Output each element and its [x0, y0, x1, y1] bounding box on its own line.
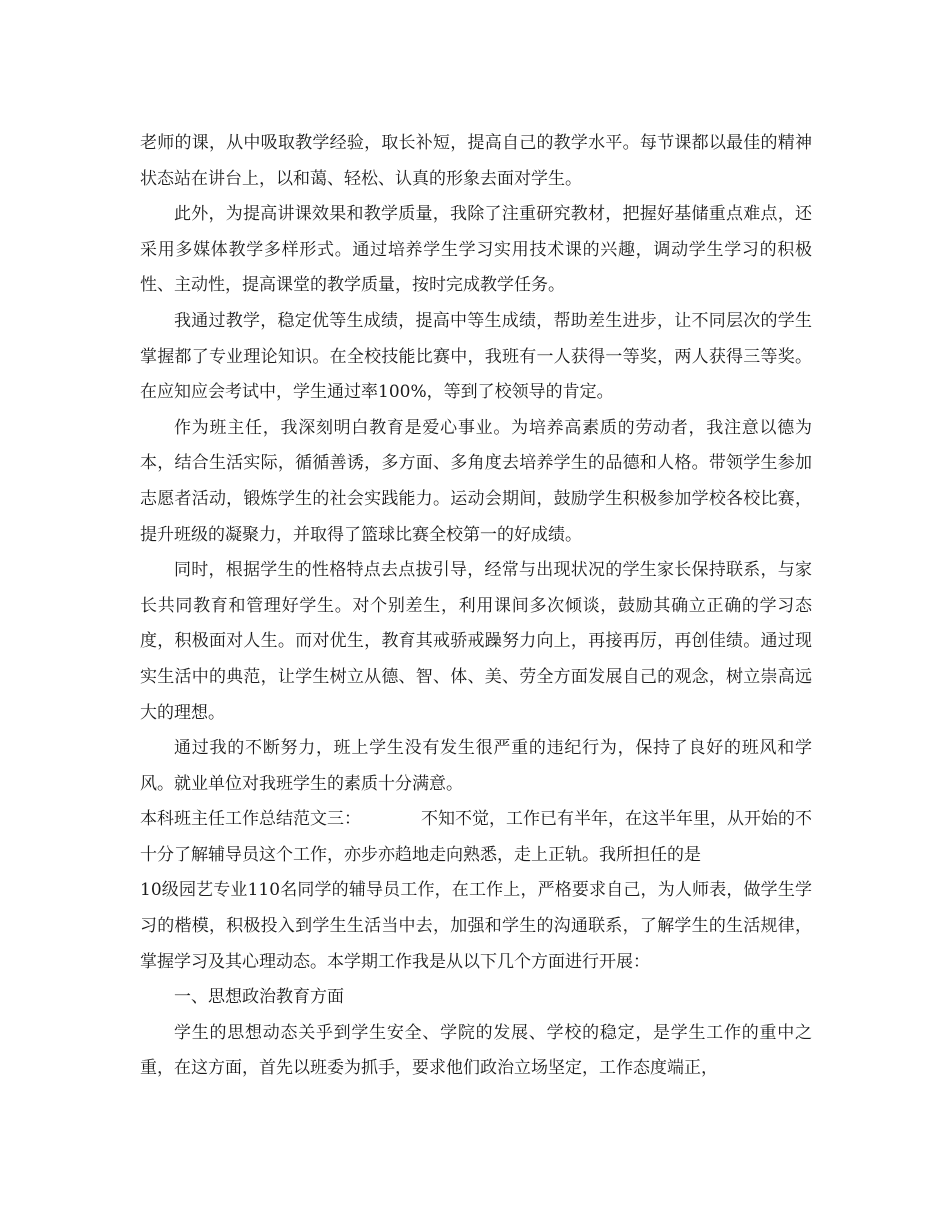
paragraph-6: 通过我的不断努力，班上学生没有发生很严重的违纪行为，保持了良好的班风和学风。就业单位对我班学生的素质十分满意。	[140, 738, 812, 794]
paragraph-5: 同时，根据学生的性格特点去点拔引导，经常与出现状况的学生家长保持联系，与家长共同教育和管理好学生。对个别差生，利用课间多次倾谈，鼓励其确立正确的学习态度，积极面对人生。而对优生，教育其戒骄戒躁努力向上，再接再厉，再创佳绩。通过现实生活中的典范，让学生树立从德、智、体、美、劳全方面发展自己的观念，树立崇高远大的理想。	[140, 560, 812, 723]
paragraph-3: 我通过教学，稳定优等生成绩，提高中等生成绩，帮助差生进步，让不同层次的学生掌握都了专业理论知识。在全校技能比赛中，我班有一人获得一等奖，两人获得三等奖。在应知应会考试中，学生通过率100%，等到了校领导的肯定。	[140, 310, 812, 403]
section-three-intro	[140, 802, 812, 873]
subheading-ideology: 一、思想政治教育方面	[174, 987, 344, 1008]
paragraph-1: 老师的课，从中吸取教学经验，取长补短，提高自己的教学水平。每节课都以最佳的精神状态站在讲台上，以和蔼、轻松、认真的形象去面对学生。	[140, 133, 812, 189]
paragraph-last: 学生的思想动态关乎到学生安全、学院的发展、学校的稳定，是学生工作的重中之重，在这方面，首先以班委为抓手，要求他们政治立场坚定，工作态度端正，	[140, 1022, 812, 1079]
document-body	[140, 126, 812, 1087]
section-heading: 本科班主任工作总结范文三：	[140, 809, 361, 830]
section-intro-line-1: 不知不觉，工作已有半年，在这半年里，从开始的不十分了解辅导员这个工作，亦步亦趋地走向熟悉，走上正轨。我所担任的是	[140, 809, 812, 865]
paragraph-2: 此外，为提高讲课效果和教学质量，我除了注重研究教材，把握好基储重点难点，还采用多媒体教学多样形式。通过培养学生学习实用技术课的兴趣，调动学生学习的积极性、主动性，提高课堂的教学质量，按时完成教学任务。	[140, 204, 812, 296]
section-intro-line-2: 10级园艺专业110名同学的辅导员工作，在工作上，严格要求自己，为人师表，做学生学习的楷模，积极投入到学生生活当中去，加强和学生的沟通联系，了解学生的生活规律，掌握学习及其心理动态。本学期工作我是从以下几个方面进行开展：	[140, 880, 812, 972]
paragraph-4: 作为班主任，我深刻明白教育是爱心事业。为培养高素质的劳动者，我注意以德为本，结合生活实际，循循善诱，多方面、多角度去培养学生的品德和人格。带领学生参加志愿者活动，锻炼学生的社会实践能力。运动会期间，鼓励学生积极参加学校各校比赛，提升班级的凝聚力，并取得了篮球比赛全校第一的好成绩。	[140, 417, 812, 545]
